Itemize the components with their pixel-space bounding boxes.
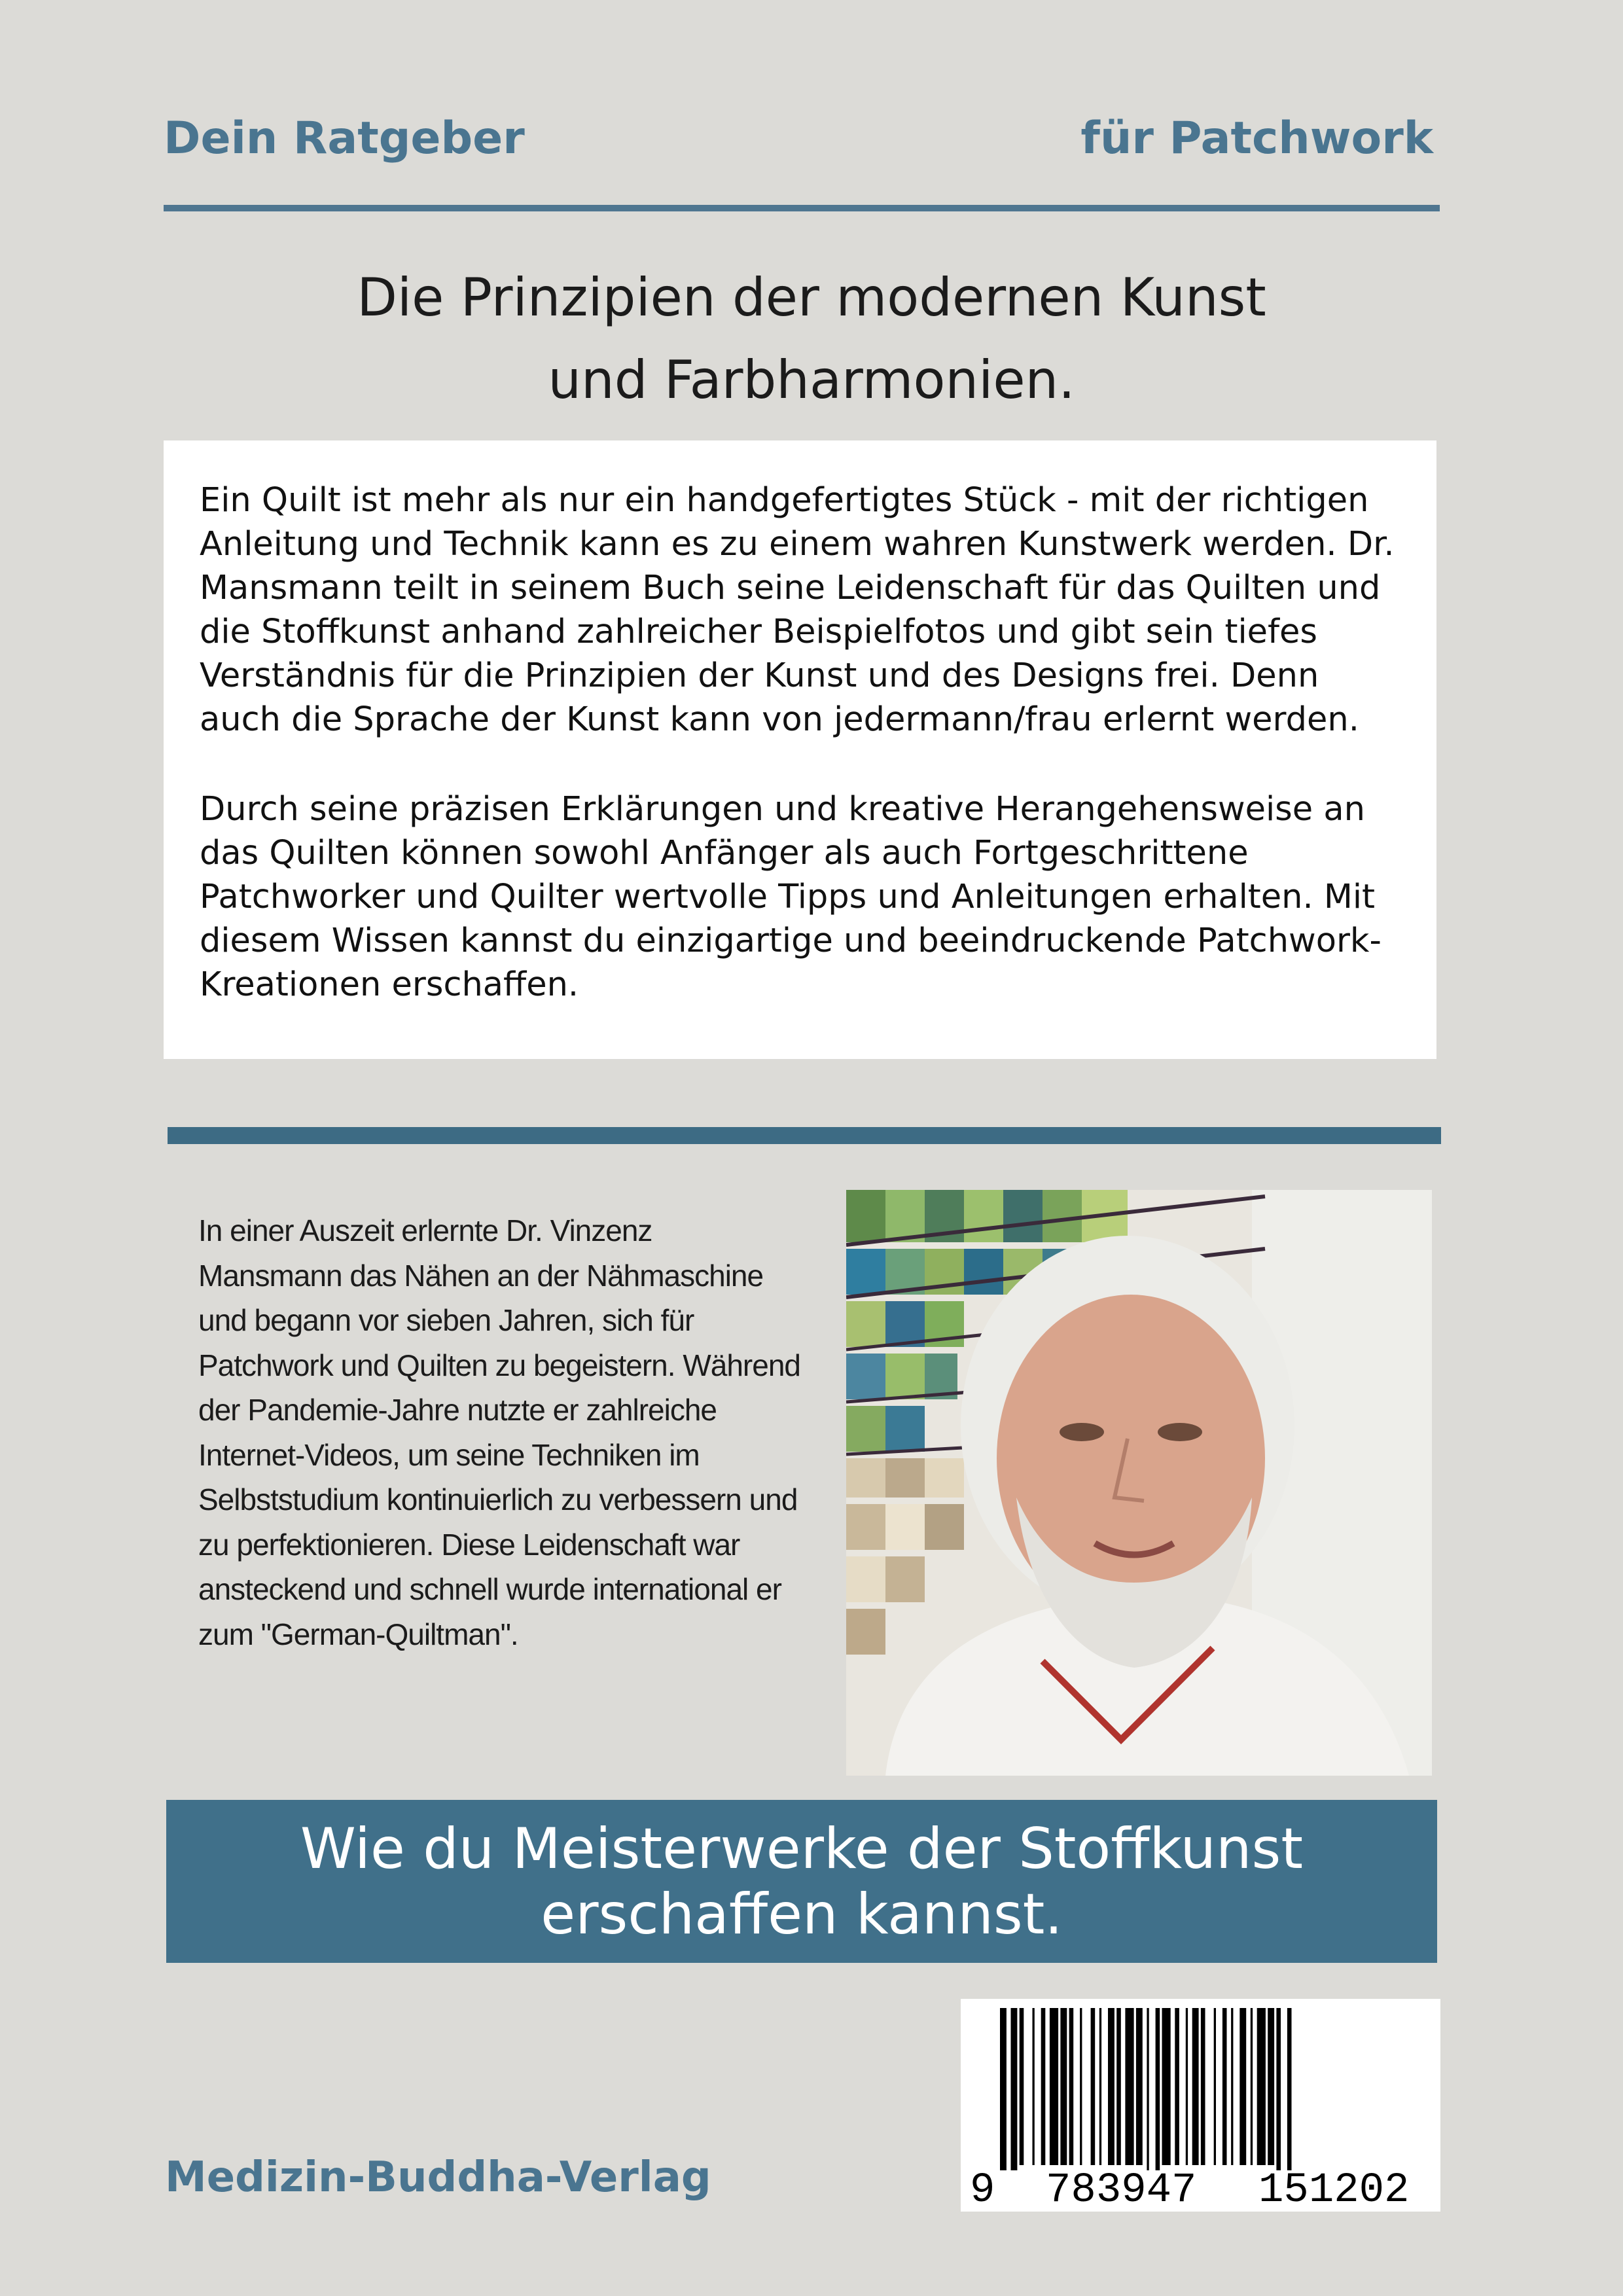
tagline-line-1: Wie du Meisterwerke der Stoffkunst <box>300 1816 1304 1882</box>
isbn-right-group: 151202 <box>1258 2167 1410 2214</box>
barcode-bar <box>1147 2008 1149 2170</box>
headline-line-1: Die Prinzipien der modernen Kunst <box>357 267 1266 328</box>
barcode-bar <box>1257 2008 1266 2165</box>
barcode-bar <box>1192 2008 1199 2165</box>
series-label-right: für Patchwork <box>1080 113 1433 164</box>
barcode-bar <box>1080 2008 1082 2165</box>
barcode-bar <box>1099 2008 1101 2165</box>
barcode-bar <box>1175 2008 1179 2165</box>
barcode-bar <box>1186 2008 1188 2165</box>
headline <box>0 257 1623 422</box>
description-box <box>164 440 1436 1059</box>
barcode-bar <box>1136 2008 1143 2165</box>
barcode-bar <box>1287 2008 1292 2170</box>
tagline-line-2: erschaffen kannst. <box>541 1882 1063 1947</box>
middle-divider <box>168 1127 1441 1144</box>
tagline-banner <box>166 1800 1437 1963</box>
barcode-bar <box>1156 2008 1160 2170</box>
description-paragraph-2: Durch seine präzisen Erklärungen und kreative Herangehensweise an das Quilten können sowohl Anfänger als auch Fortgeschrittene Patchworker und Quilter wertvolle Tipps und Anleitungen erhalten. Mit diesem Wissen kannst du einzigartige und beeindruckende Patchwork-Kreationen erschaffen. <box>200 790 1382 1004</box>
author-photo <box>846 1190 1432 1776</box>
publisher-name: Medizin-Buddha-Verlag <box>165 2153 711 2202</box>
barcode-bar <box>1201 2008 1205 2165</box>
barcode-bar <box>1069 2008 1074 2165</box>
barcode-bar <box>1091 2008 1096 2165</box>
barcode-bar <box>1276 2008 1281 2170</box>
headline-line-2: und Farbharmonien. <box>548 350 1075 410</box>
author-portrait-image <box>846 1190 1432 1776</box>
barcode-bar <box>1214 2008 1216 2165</box>
barcode-bar <box>1222 2008 1227 2165</box>
barcode-bar <box>1033 2008 1035 2165</box>
description-paragraph-1: Ein Quilt ist mehr als nur ein handgefertigtes Stück - mit der richtigen Anleitung und Technik kann es zu einem wahren Kunstwerk werden. Dr. Mansmann teilt in seinem Buch seine Leidenschaft für das Quilten und die Stoffkunst anhand zahlreicher Beispielfotos und gibt sein tiefes Verständnis für die Prinzipien der Kunst und des Designs frei. Denn auch die Sprache der Kunst kann von jedermann/frau erlernt werden. <box>200 481 1395 739</box>
barcode-bar <box>1000 2008 1007 2170</box>
barcode-bar <box>1011 2008 1018 2170</box>
barcode-bar <box>1020 2008 1024 2165</box>
barcode-bar <box>1162 2008 1171 2165</box>
barcode-bar <box>1268 2008 1274 2165</box>
barcode-bar <box>1125 2008 1133 2165</box>
barcode-bars <box>961 1999 1440 2170</box>
isbn-first-digit: 9 <box>970 2167 995 2214</box>
isbn-left-group: 783947 <box>1046 2167 1197 2214</box>
barcode-bar <box>1108 2008 1115 2165</box>
barcode-bar <box>1041 2008 1046 2165</box>
isbn-barcode <box>961 1999 1440 2212</box>
barcode-bar <box>1231 2008 1233 2165</box>
barcode-bar <box>1251 2008 1253 2165</box>
barcode-bar <box>1050 2008 1058 2165</box>
author-bio: In einer Auszeit erlernte Dr. Vinzenz Mansmann das Nähen an der Nähmaschine und begann vor sieben Jahren, sich für Patchwork und Quilten zu begeistern. Während der Pandemie-Jahre nutzte er zahlreiche Internet-Videos, um seine Techniken im Selbststudium kontinuierlich zu verbessern und zu perfektionieren. Diese Leidenschaft war ansteckend und schnell wurde international er zum "German-Quiltman". <box>198 1213 800 1651</box>
series-label-left: Dein Ratgeber <box>164 113 525 164</box>
top-divider <box>164 205 1440 211</box>
barcode-bar <box>1240 2008 1246 2165</box>
barcode-bar <box>1116 2008 1121 2165</box>
barcode-bar <box>1060 2008 1067 2165</box>
